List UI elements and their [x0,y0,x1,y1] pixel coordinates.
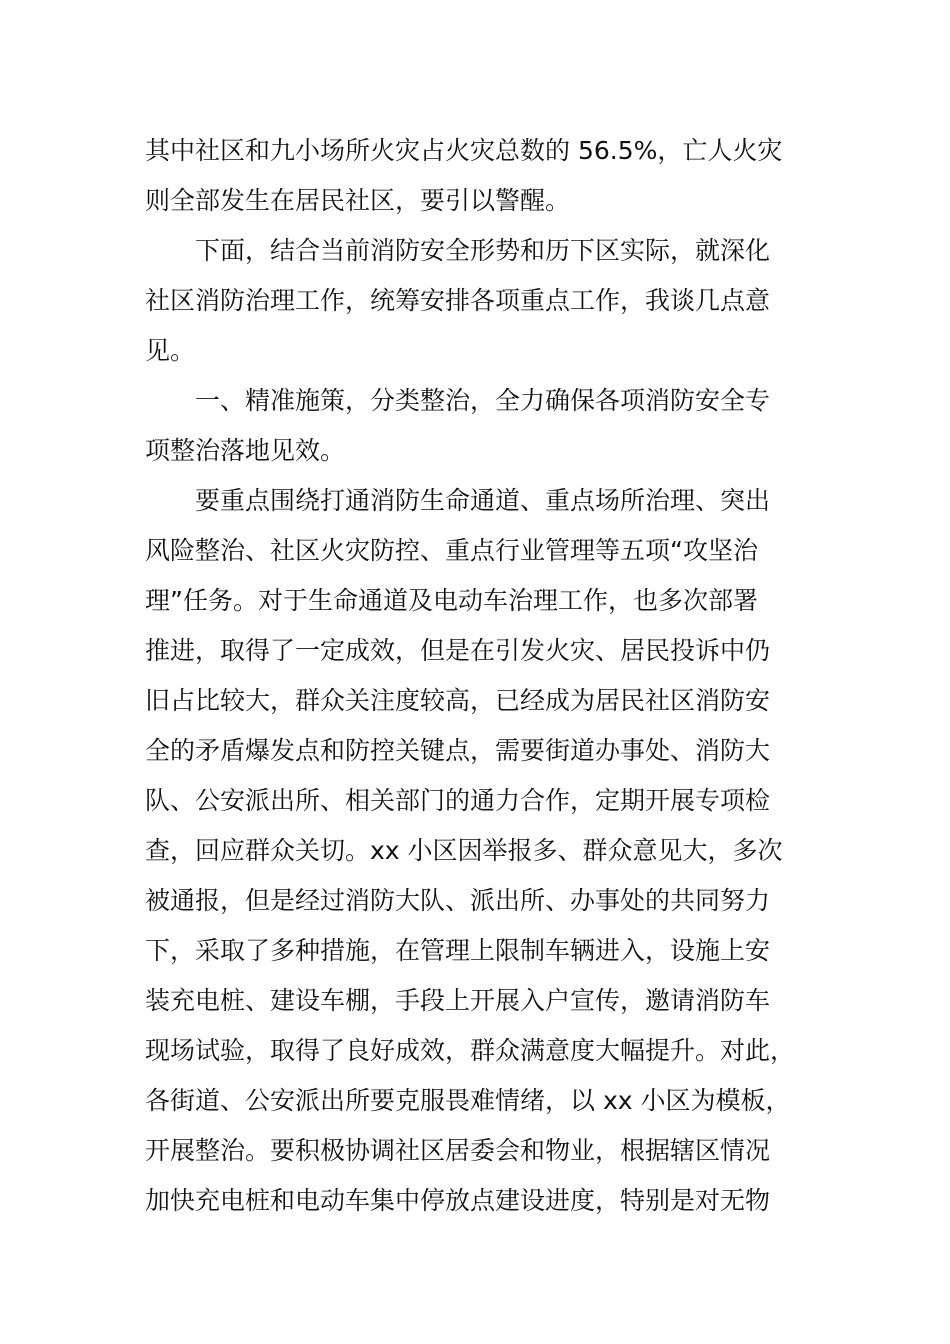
text-line: 要重点围绕打通消防生命通道、重点场所治理、突出 [195,486,771,515]
text-line: 旧占比较大，群众关注度较高，已经成为居民社区消防安 [145,686,771,715]
section-heading: 项整治落地见效。 [145,436,346,465]
text-line: 开展整治。要积极协调社区居委会和物业，根据辖区情况 [145,1136,771,1165]
text-line: 现场试验，取得了良好成效，群众满意度大幅提升。对此， [145,1036,796,1065]
text-line: 全的矛盾爆发点和防控关键点，需要街道办事处、消防大 [145,736,771,765]
text-line: 下，采取了多种措施，在管理上限制车辆进入，设施上安 [145,936,771,965]
text-line: 队、公安派出所、相关部门的通力合作，定期开展专项检 [145,786,771,815]
text-line: 查，回应群众关切。xx 小区因举报多、群众意见大，多次 [145,836,783,865]
text-line: 下面，结合当前消防安全形势和历下区实际，就深化 [195,236,771,265]
text-line: 见。 [145,336,196,365]
document-body [145,126,815,1226]
text-line: 理”任务。对于生命通道及电动车治理工作，也多次部署 [145,586,758,615]
text-line: 加快充电桩和电动车集中停放点建设进度，特别是对无物 [145,1186,771,1215]
text-line: 推进，取得了一定成效，但是在引发火灾、居民投诉中仍 [145,636,771,665]
text-line: 装充电桩、建设车棚，手段上开展入户宣传，邀请消防车 [145,986,771,1015]
text-line: 则全部发生在居民社区，要引以警醒。 [145,186,571,215]
text-line: 各街道、公安派出所要克服畏难情绪，以 xx 小区为模板， [145,1086,791,1115]
text-line: 被通报，但是经过消防大队、派出所、办事处的共同努力 [145,886,771,915]
text-line: 风险整治、社区火灾防控、重点行业管理等五项“攻坚治 [145,536,758,565]
section-heading: 一、精准施策，分类整治，全力确保各项消防安全专 [195,386,771,415]
text-line: 社区消防治理工作，统筹安排各项重点工作，我谈几点意 [145,286,771,315]
text-line: 其中社区和九小场所火灾占火灾总数的 56.5%，亡人火灾 [145,136,783,165]
